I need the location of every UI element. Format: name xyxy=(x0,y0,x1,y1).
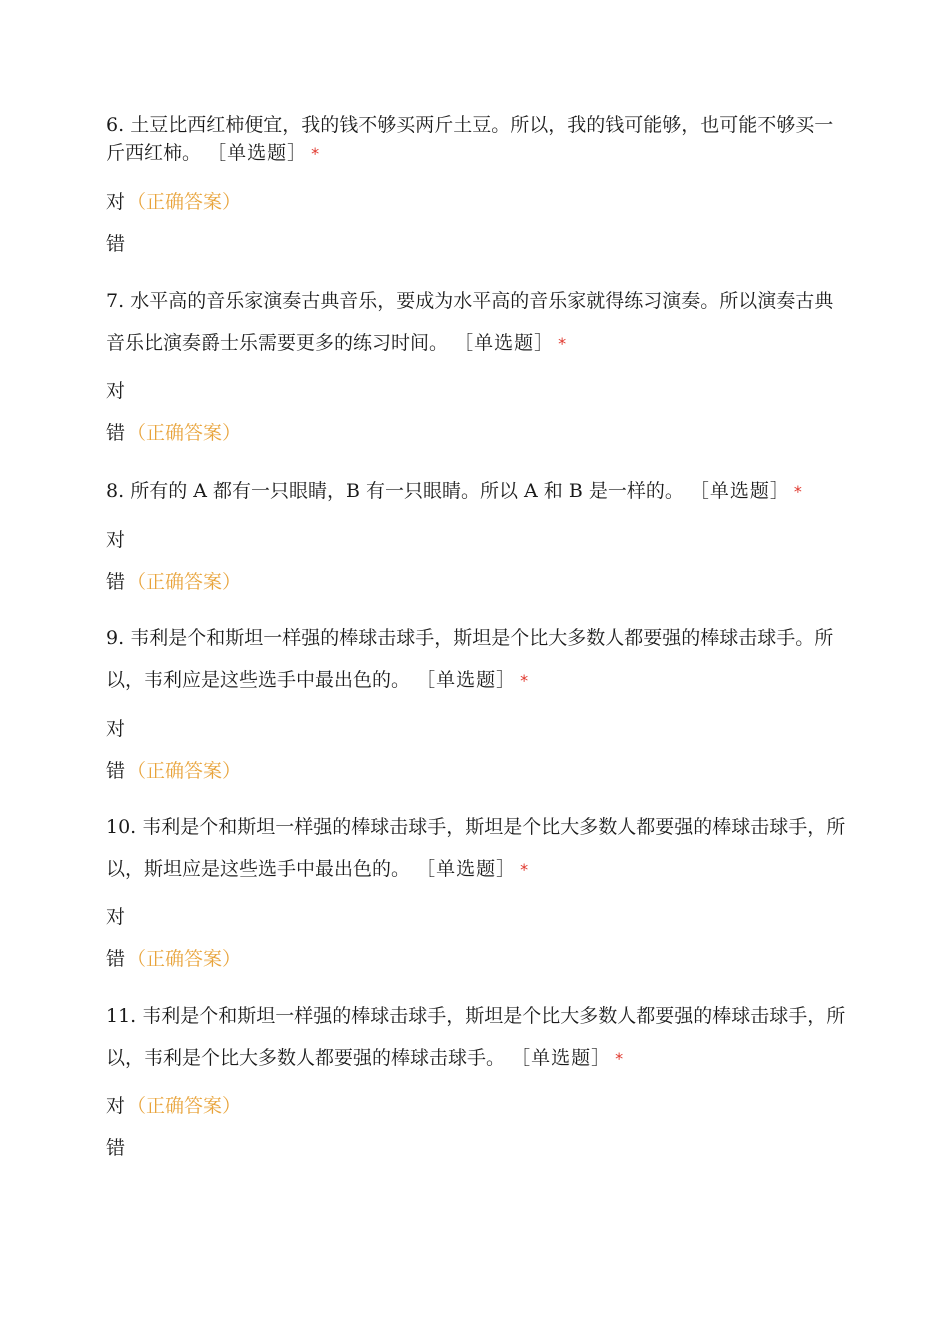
correct-answer-mark: （正确答案） xyxy=(127,571,242,593)
question-7 xyxy=(106,280,846,365)
question-text: 土豆比西红柿便宜，我的钱不够买两斤土豆。所以，我的钱可能够，也可能不够买一斤西红柿。 xyxy=(106,114,834,164)
question-type: ［单选题］ xyxy=(511,1047,612,1069)
question-10 xyxy=(106,806,846,891)
question-type: ［单选题］ xyxy=(416,858,517,880)
question-number: 9. xyxy=(106,627,125,649)
question-number: 11. xyxy=(106,1005,137,1027)
option-true[interactable] xyxy=(106,525,127,555)
option-label: 对 xyxy=(106,1095,126,1117)
correct-answer-mark: （正确答案） xyxy=(127,422,242,444)
question-type: ［单选题］ xyxy=(689,480,790,502)
option-false[interactable] xyxy=(106,756,241,786)
question-8 xyxy=(106,470,846,513)
option-true[interactable] xyxy=(106,1091,241,1121)
option-label: 错 xyxy=(106,422,126,444)
question-11 xyxy=(106,995,846,1080)
correct-answer-mark: （正确答案） xyxy=(127,760,242,782)
correct-answer-mark: （正确答案） xyxy=(127,1095,242,1117)
question-text: 韦利是个和斯坦一样强的棒球击球手，斯坦是个比大多数人都要强的棒球击球手，所以，斯坦应是这些选手中最出色的。 xyxy=(106,816,846,880)
option-true[interactable] xyxy=(106,902,127,932)
option-label: 对 xyxy=(106,718,126,740)
option-false[interactable] xyxy=(106,229,127,259)
question-text: 所有的 A 都有一只眼睛，B 有一只眼睛。所以 A 和 B 是一样的。 xyxy=(130,480,684,502)
option-true[interactable] xyxy=(106,714,127,744)
correct-answer-mark: （正确答案） xyxy=(127,191,242,213)
question-text: 韦利是个和斯坦一样强的棒球击球手，斯坦是个比大多数人都要强的棒球击球手，所以，韦利是个比大多数人都要强的棒球击球手。 xyxy=(106,1005,846,1069)
question-number: 10. xyxy=(106,816,137,838)
question-type: ［单选题］ xyxy=(454,332,555,354)
option-false[interactable] xyxy=(106,944,241,974)
option-false[interactable] xyxy=(106,1133,127,1163)
question-type: ［单选题］ xyxy=(207,142,308,164)
correct-answer-mark: （正确答案） xyxy=(127,948,242,970)
option-label: 错 xyxy=(106,1137,126,1159)
question-text: 水平高的音乐家演奏古典音乐，要成为水平高的音乐家就得练习演奏。所以演奏古典音乐比演奏爵士乐需要更多的练习时间。 xyxy=(106,290,834,354)
option-label: 对 xyxy=(106,906,126,928)
question-number: 8. xyxy=(106,480,125,502)
option-true[interactable] xyxy=(106,376,127,406)
question-number: 7. xyxy=(106,290,125,312)
option-true[interactable] xyxy=(106,187,241,217)
question-6 xyxy=(106,111,846,168)
required-star: * xyxy=(558,334,567,353)
question-text: 韦利是个和斯坦一样强的棒球击球手，斯坦是个比大多数人都要强的棒球击球手。所以，韦利应是这些选手中最出色的。 xyxy=(106,627,834,691)
option-false[interactable] xyxy=(106,567,241,597)
required-star: * xyxy=(520,671,529,690)
required-star: * xyxy=(520,860,529,879)
required-star: * xyxy=(615,1049,624,1068)
required-star: * xyxy=(793,482,802,501)
option-label: 对 xyxy=(106,380,126,402)
question-number: 6. xyxy=(106,114,125,136)
question-type: ［单选题］ xyxy=(416,669,517,691)
required-star: * xyxy=(311,144,320,163)
option-label: 错 xyxy=(106,571,126,593)
option-label: 错 xyxy=(106,948,126,970)
option-false[interactable] xyxy=(106,418,241,448)
option-label: 对 xyxy=(106,529,126,551)
option-label: 错 xyxy=(106,233,126,255)
option-label: 错 xyxy=(106,760,126,782)
option-label: 对 xyxy=(106,191,126,213)
question-9 xyxy=(106,617,846,702)
